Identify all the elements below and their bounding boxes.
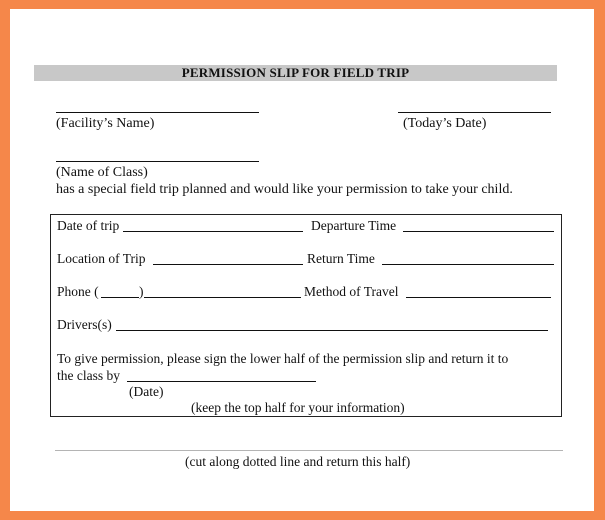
phone-area-code-field[interactable] — [101, 297, 139, 298]
permission-text-line-1: To give permission, please sign the lower half of the permission slip and return it to — [57, 351, 509, 366]
class-name-line[interactable] — [56, 161, 259, 162]
title-bar — [34, 65, 557, 81]
return-date-field[interactable] — [127, 381, 316, 382]
location-label: Location of Trip — [57, 251, 146, 266]
intro-text: has a special field trip planned and would like your permission to take your child. — [56, 182, 513, 197]
drivers-label: Drivers(s) — [57, 317, 112, 332]
date-of-trip-label: Date of trip — [57, 218, 120, 233]
permission-text-line-2: the class by — [57, 368, 120, 383]
trip-details-box — [50, 214, 562, 417]
method-of-travel-field[interactable] — [406, 297, 551, 298]
cut-line — [55, 450, 563, 451]
phone-close-paren: ) — [139, 284, 144, 299]
document-title: PERMISSION SLIP FOR FIELD TRIP — [181, 65, 410, 80]
location-field[interactable] — [153, 264, 303, 265]
departure-time-label: Departure Time — [311, 218, 397, 233]
return-time-label: Return Time — [307, 251, 375, 266]
facility-name-line[interactable] — [56, 112, 259, 113]
drivers-field[interactable] — [116, 330, 548, 331]
date-of-trip-field[interactable] — [123, 231, 303, 232]
phone-label: Phone ( — [57, 284, 99, 299]
date-caption: (Date) — [129, 384, 164, 399]
todays-date-line[interactable] — [398, 112, 551, 113]
cut-instruction: (cut along dotted line and return this half) — [185, 454, 411, 469]
facility-name-label: (Facility’s Name) — [56, 116, 155, 131]
phone-number-field[interactable] — [144, 297, 301, 298]
method-of-travel-label: Method of Travel — [304, 284, 399, 299]
todays-date-label: (Today’s Date) — [403, 116, 487, 131]
class-name-label: (Name of Class) — [56, 165, 148, 180]
permission-slip-document — [10, 9, 594, 511]
departure-time-field[interactable] — [403, 231, 554, 232]
return-time-field[interactable] — [382, 264, 554, 265]
keep-top-half-note: (keep the top half for your information) — [191, 400, 405, 415]
